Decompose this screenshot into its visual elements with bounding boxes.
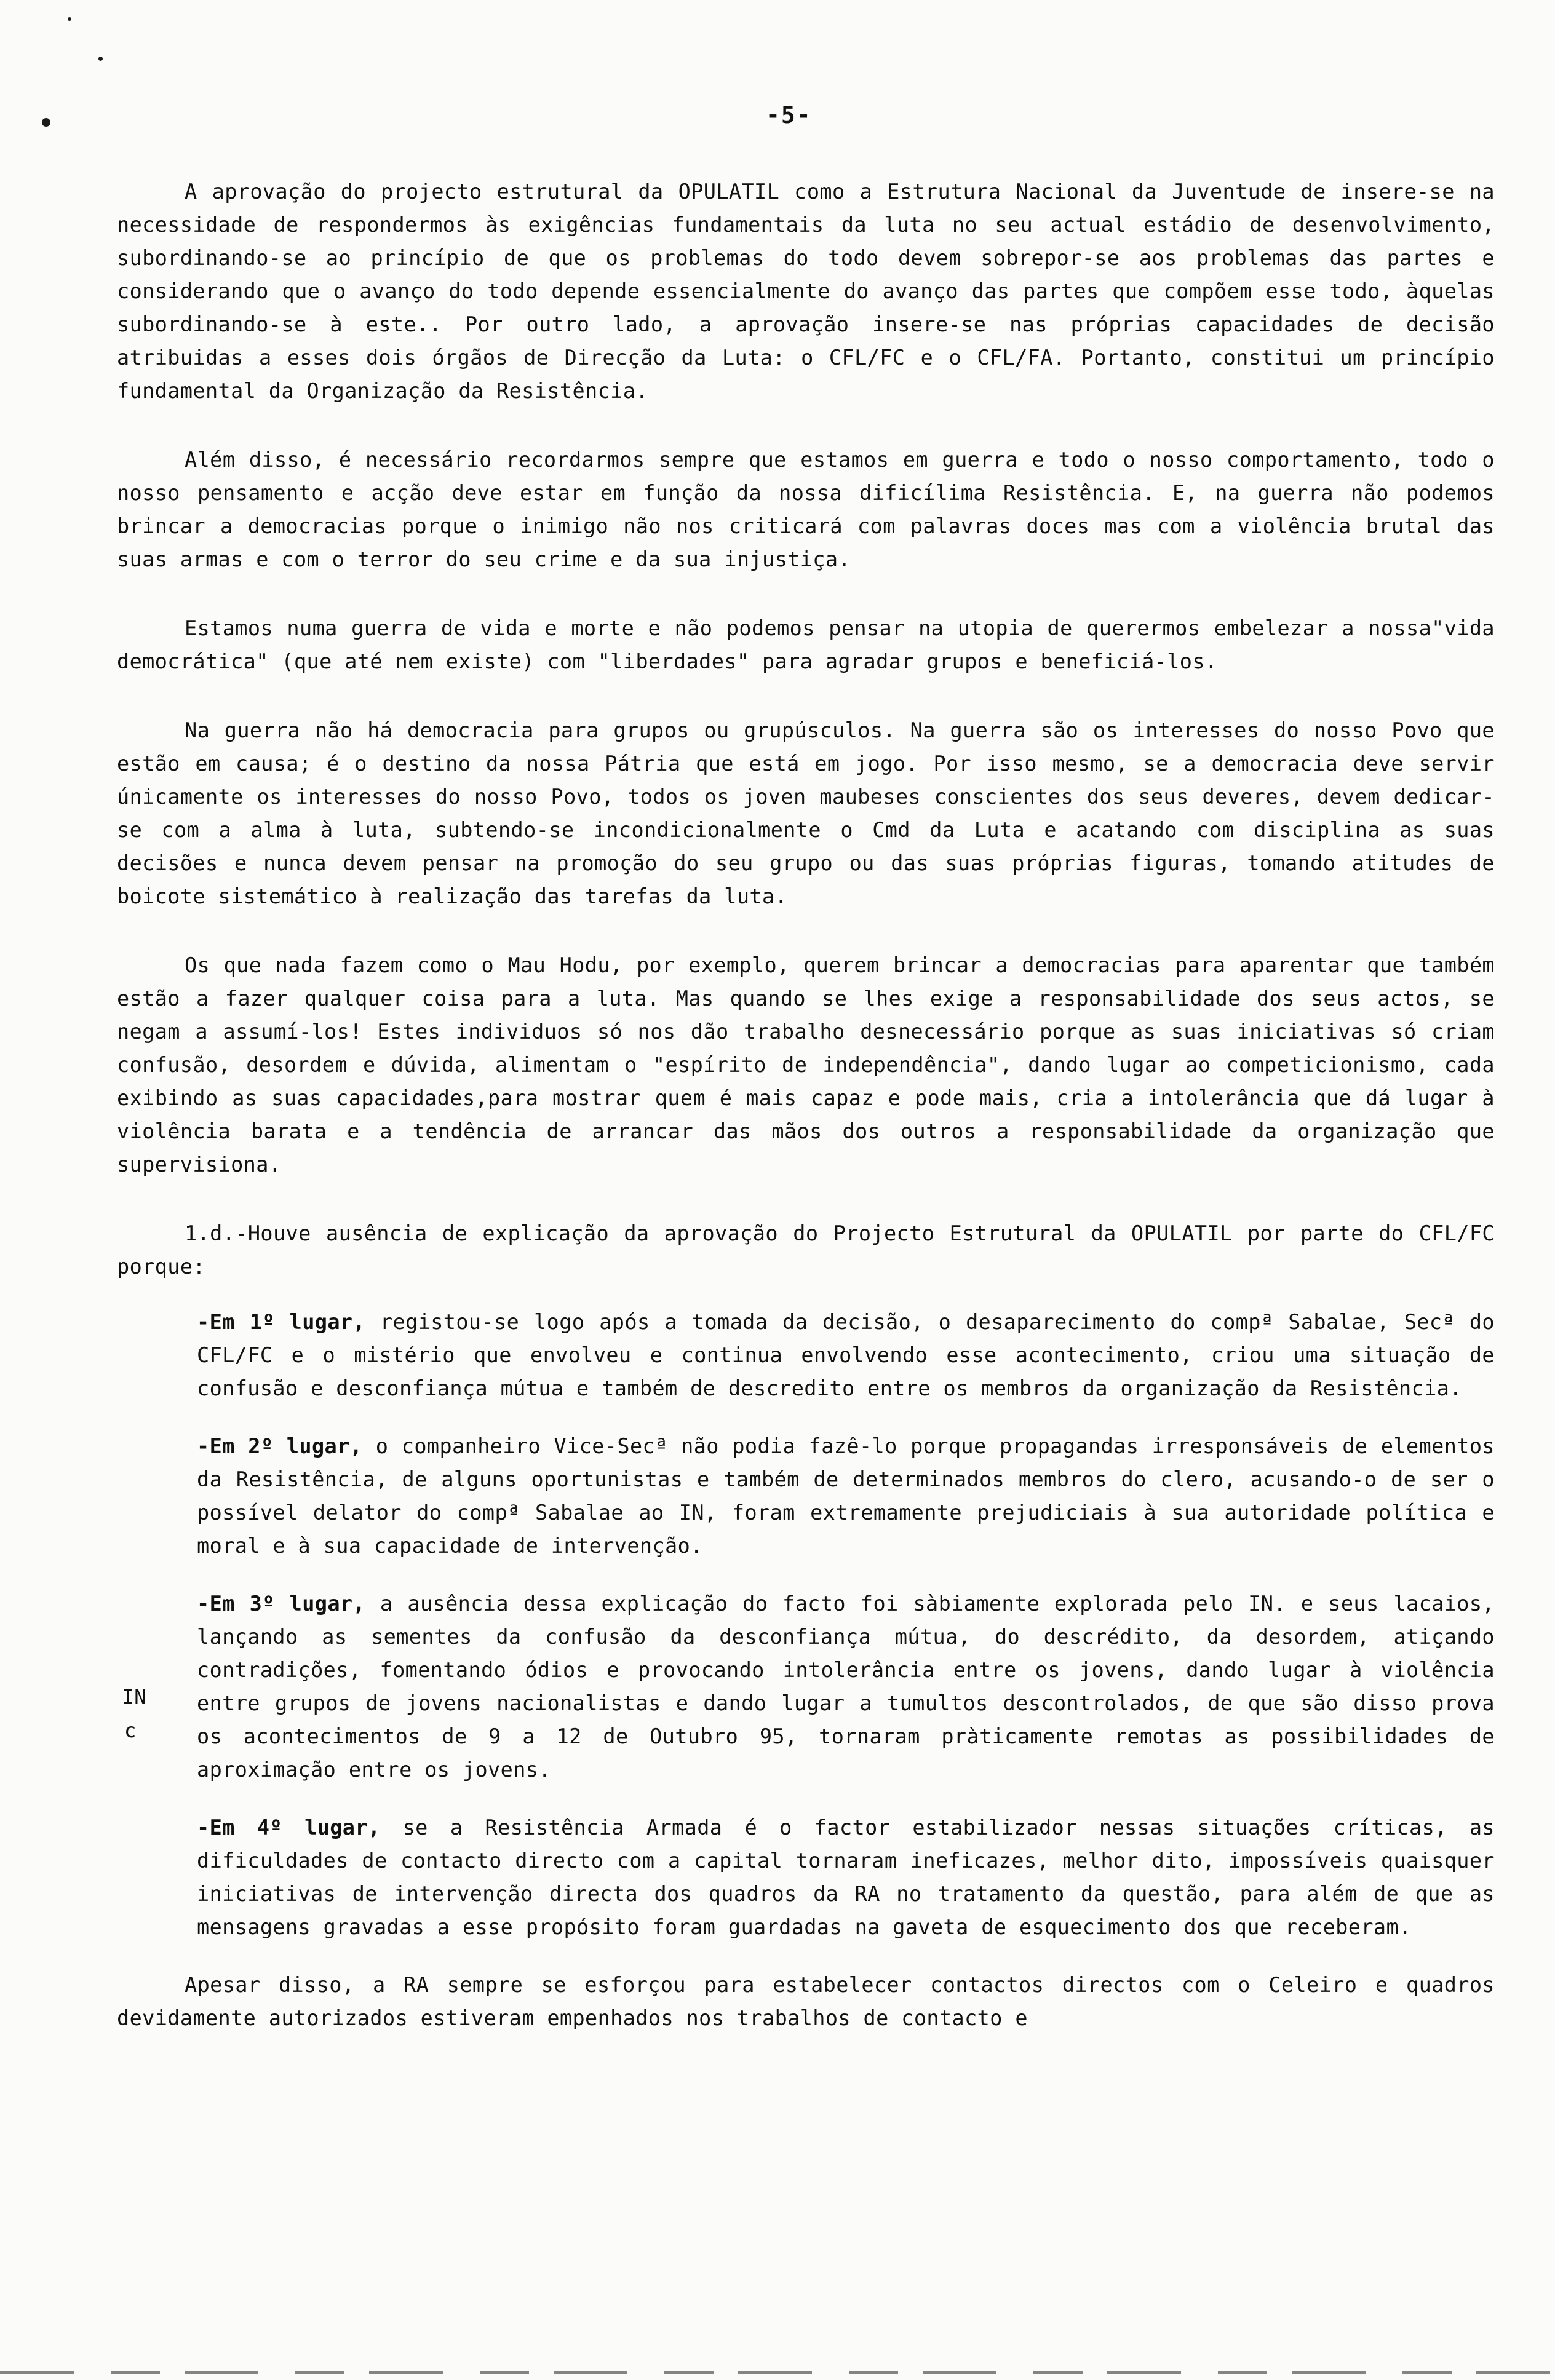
list-item	[117, 1306, 1495, 1405]
paragraph-3: Estamos numa guerra de vida e morte e não podemos pensar na utopia de querermos embelezar a nossa"vida democrática" (que até nem existe) com "liberdades" para agradar grupos e beneficiá-los.	[117, 616, 1495, 673]
item-text: o companheiro Vice-Secª não podia fazê-lo porque propagandas irresponsáveis de elementos da Resistência, de alguns oportunistas e também de determinados membros do clero, acusando-o de ser o possível delator do compª Sabalae ao IN, foram extremamente prejudiciais à sua autoridade política e moral e à sua capacidade de intervenção.	[197, 1434, 1495, 1558]
paragraph-2: Além disso, é necessário recordarmos sempre que estamos em guerra e todo o nosso comportamento, todo o nosso pensamento e acção deve estar em função da nossa dificílima Resistência. E, na guerra não podemos brincar a democracias porque o inimigo não nos criticará com palavras doces mas com a violência brutal das suas armas e com o terror do seu crime e da sua injustiça.	[117, 448, 1495, 571]
scan-speck	[68, 17, 71, 21]
paragraph-4: Na guerra não há democracia para grupos ou grupúsculos. Na guerra são os interesses do nosso Povo que estão em causa; é o destino da nossa Pátria que está em jogo. Por isso mesmo, se a democracia deve servir únicamente os interesses do nosso Povo, todos os joven maubeses conscientes dos seus deveres, devem dedicar-se com a alma à luta, subtendo-se incondicionalmente o Cmd da Luta e acatando com disciplina as suas decisões e nunca devem pensar na promoção do seu grupo ou das suas próprias figuras, tomando atitudes de boicote sistemático à realização das tarefas da luta.	[117, 718, 1495, 908]
item-text: a ausência dessa explicação do facto foi sàbiamente explorada pelo IN. e seus lacaios, lançando as sementes da confusão da desconfiança mútua, do descrédito, da desordem, atiçando contradições, fomentando ódios e provocando intolerância entre os jovens, dando lugar à violência entre grupos de jovens nacionalistas e dando lugar a tumultos descontrolados, de que são disso prova os acontecimentos de 9 a 12 de Outubro 95, tornaram pràticamente remotas as possibilidades de aproximação entre os jovens.	[197, 1592, 1495, 1782]
list-item	[117, 1587, 1495, 1787]
document-body	[117, 175, 1495, 2071]
item-text: se a Resistência Armada é o factor estabilizador nessas situações críticas, as dificuldades de contacto directo com a capital tornaram ineficazes, melhor dito, impossíveis quaisquer iniciativas de intervenção directa dos quadros da RA no tratamento da questão, para além de que as mensagens gravadas a esse propósito foram guardadas na gaveta de esquecimento dos que receberam.	[197, 1815, 1495, 1939]
item-text: registou-se logo após a tomada da decisão, o desaparecimento do compª Sabalae, Secª do CFL/FC e o mistério que envolveu e continua envolvendo esse acontecimento, criou uma situação de confusão e desconfiança mútua e também de descredito entre os membros da organização da Resistência.	[197, 1310, 1495, 1400]
closing-paragraph: Apesar disso, a RA sempre se esforçou para estabelecer contactos directos com o Celeiro e quadros devidamente autorizados estiveram empenhados nos trabalhos de contacto e	[117, 1973, 1495, 2030]
item-lead: -Em 2º lugar,	[197, 1434, 363, 1458]
page-number: -5-	[766, 101, 812, 129]
section-heading: 1.d.-Houve ausência de explicação da aprovação do Projecto Estrutural da OPULATIL por parte do CFL/FC porque:	[117, 1221, 1495, 1279]
list-item	[117, 1811, 1495, 1944]
item-lead: -Em 1º lugar,	[197, 1310, 366, 1334]
scan-speck	[42, 118, 50, 127]
margin-note-c: c	[124, 1719, 137, 1742]
item-lead: -Em 3º lugar,	[197, 1592, 366, 1616]
scan-edge-strip	[0, 2371, 1555, 2374]
list-item	[117, 1430, 1495, 1563]
item-lead: -Em 4º lugar,	[197, 1815, 381, 1839]
scan-speck	[98, 57, 103, 61]
margin-note-in: IN	[122, 1685, 147, 1708]
paragraph-5: Os que nada fazem como o Mau Hodu, por exemplo, querem brincar a democracias para aparentar que também estão a fazer qualquer coisa para a luta. Mas quando se lhes exige a responsabilidade dos seus actos, se negam a assumí-los! Estes individuos só nos dão trabalho desnecessário porque as suas iniciativas só criam confusão, desordem e dúvida, alimentam o "espírito de independência", dando lugar ao competicionismo, cada exibindo as suas capacidades,para mostrar quem é mais capaz e pode mais, cria a intolerância que dá lugar à violência barata e a tendência de arrancar das mãos dos outros a responsabilidade da organização que supervisiona.	[117, 953, 1495, 1176]
paragraph-1: A aprovação do projecto estrutural da OPULATIL como a Estrutura Nacional da Juventude de insere-se na necessidade de respondermos às exigências fundamentais da luta no seu actual estádio de desenvolvimento, subordinando-se ao princípio de que os problemas do todo devem sobrepor-se aos problemas das partes e considerando que o avanço do todo depende essencialmente do avanço das partes que compõem esse todo, àquelas subordinando-se à este.. Por outro lado, a aprovação insere-se nas próprias capacidades de decisão atribuidas a esses dois órgãos de Direcção da Luta: o CFL/FC e o CFL/FA. Portanto, constitui um princípio fundamental da Organização da Resistência.	[117, 180, 1495, 403]
